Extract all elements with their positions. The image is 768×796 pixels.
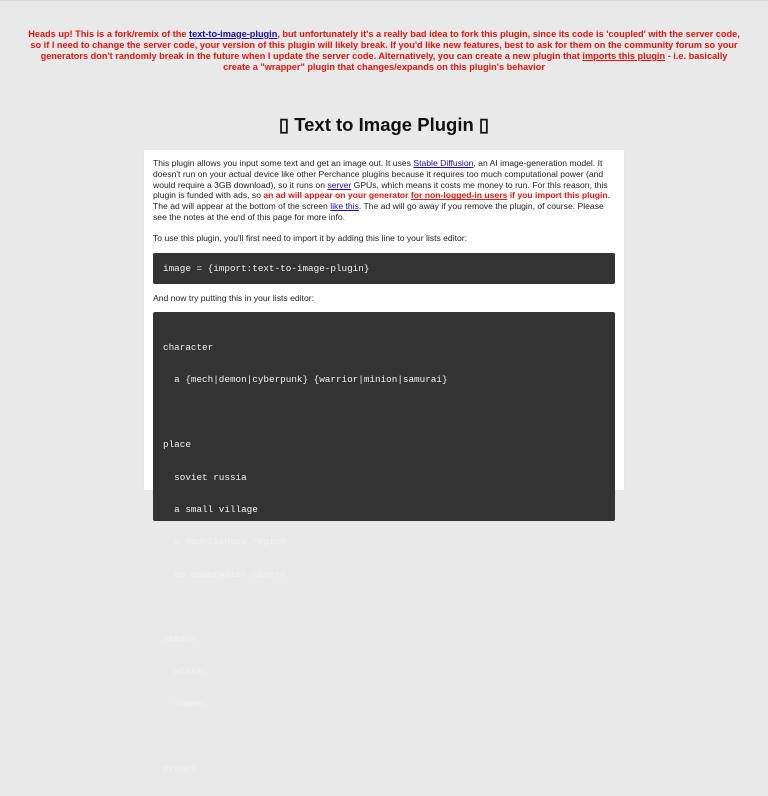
stable-diffusion-link[interactable]: Stable Diffusion — [413, 158, 474, 168]
server-link[interactable]: server — [327, 179, 352, 190]
code-line: an underwater cavern — [163, 568, 286, 580]
warning-text-2: , but unfortunately it's a really bad idea to fork this plugin, since its code is 'coupled' with the server code, so if I need to change the server code, your version of this plugin will likely break. If you'd like new features, best to ask for them on the community forum so your generators don't randomly break in the future when I update the server code. Alternatively, you can create a new plugin that — [30, 29, 740, 61]
try-instruction: And now try putting this in your lists editor: — [153, 292, 314, 303]
text-to-image-plugin-link[interactable]: text-to-image-plugin — [189, 29, 278, 39]
code-line: a {mech|demon|cyberpunk} {warrior|minion|samurai} — [163, 374, 448, 386]
plugin-description-card — [144, 150, 624, 775]
code-line: prompt — [163, 763, 197, 775]
card-content — [153, 158, 615, 775]
page-title — [0, 113, 768, 137]
intro-paragraph — [153, 158, 615, 223]
title-right-glyph-icon: ▯ — [478, 114, 490, 135]
code-line: place — [163, 439, 191, 451]
warning-text-1: Heads up! This is a fork/remix of the — [28, 29, 190, 39]
code-line: a mountainous region — [163, 536, 286, 548]
title-left-glyph-icon: ▯ — [278, 114, 290, 135]
intro-text-2: , an AI image-generation model. It doesn't run on your actual device like other Perchance plugins because it requires too much computational power (and would require a 3GB download), so it runs on — [153, 158, 604, 190]
ad-warning-text-2: if you import this plugin — [507, 190, 608, 201]
non-logged-in-users-link[interactable]: for non-logged-in users — [410, 190, 508, 201]
code-line: character — [163, 341, 214, 353]
code-line — [163, 602, 605, 613]
like-this-link[interactable]: like this — [330, 201, 359, 212]
code-line — [163, 408, 605, 419]
warning-text-3: - i.e. basically create a "wrapper" plugin that changes/expands on this plugin's behavior — [223, 51, 728, 72]
code-line: soviet russia — [163, 471, 247, 483]
top-divider — [0, 0, 768, 1]
imports-this-plugin-link[interactable]: imports this plugin — [582, 51, 666, 61]
intro-text-3: GPUs, which means it costs me money to run. For this reason, this plugin is funded with ads, so — [153, 179, 608, 201]
intro-text-5: . The ad will go away if you remove the plugin, of course. Please see the notes at the end of this page for more info. — [153, 201, 604, 222]
example-code-block[interactable] — [153, 312, 615, 775]
code-line: summer — [163, 698, 208, 710]
import-code-block[interactable]: image = {import:text-to-image-plugin} — [153, 253, 615, 284]
intro-text-4: . The ad will appear at the bottom of the screen — [153, 190, 611, 212]
intro-text-1: This plugin allows you input some text and get an image out. It uses — [153, 158, 414, 168]
page-title-text: Text to Image Plugin — [294, 114, 474, 135]
import-instruction: To use this plugin, you'll first need to import it by adding this line to your lists editor: — [153, 232, 468, 243]
code-line: a small village — [163, 503, 258, 515]
code-line: season — [163, 633, 197, 645]
code-line: winter — [163, 665, 208, 677]
fork-warning-banner — [28, 29, 740, 73]
ad-warning-text-1: an ad will appear on your generator — [263, 190, 411, 201]
code-line — [163, 732, 605, 743]
